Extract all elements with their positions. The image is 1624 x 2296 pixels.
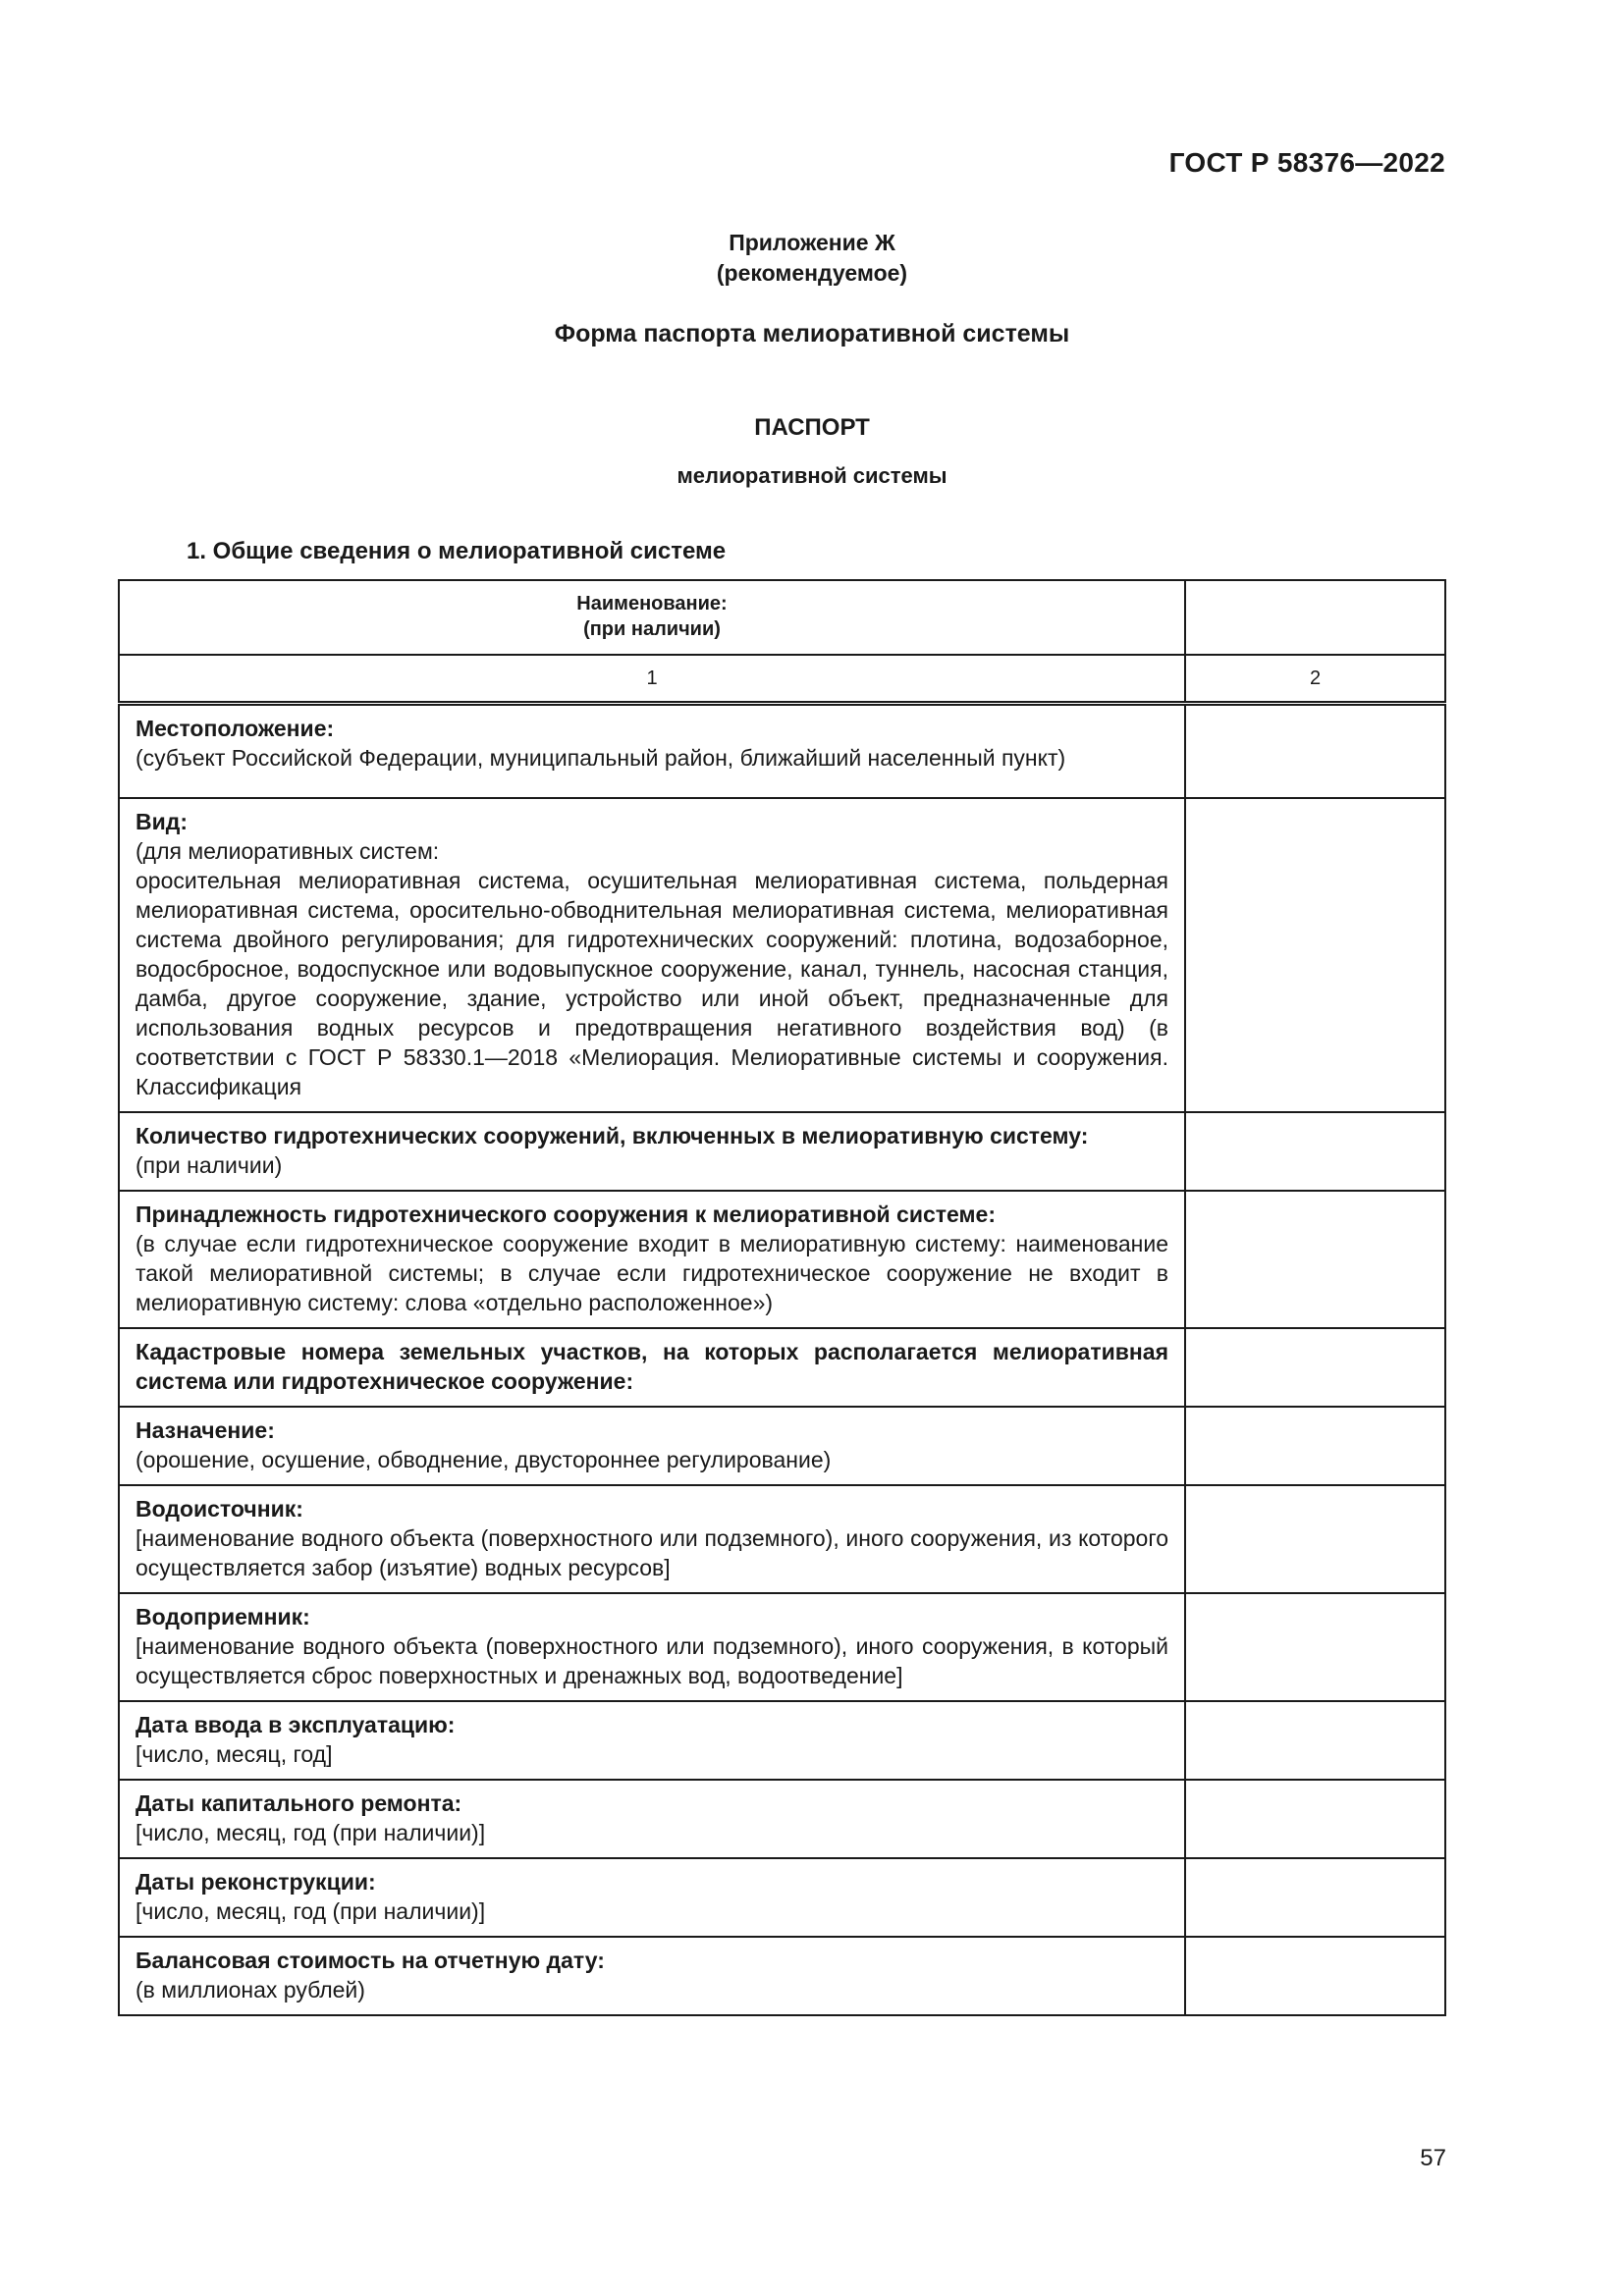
row-note: оросительная мелиоративная система, осушительная мелиоративная система, польдерная мелиоративная система, оросительно-обводнительная мелиоративная система, мелиоративная система двойного регулирования; для гидротехнических сооружений: плотина, водозаборное, водосбросное, водоспускное или водовыпускное сооружение, канал, туннель, насосная станция, дамба, другое сооружение, здание, устройство или иной объект, предназначенные для использования водных ресурсов и предотвращения негативного воздействия вод) (в соответствии с ГОСТ Р 58330.1—2018 «Мелиорация. Мелиоративные системы и сооружения. Классификация — [135, 867, 1168, 1099]
table-header-value-cell[interactable] — [1185, 580, 1445, 655]
row-description-cell — [119, 1780, 1185, 1858]
appendix-heading — [0, 228, 1624, 289]
row-note: (при наличии) — [135, 1151, 283, 1178]
table-row — [119, 1858, 1445, 1937]
column-number-1: 1 — [119, 655, 1185, 704]
passport-table — [118, 579, 1446, 2016]
row-description-cell — [119, 1112, 1185, 1191]
header-line-2: (при наличии) — [583, 618, 721, 640]
row-value-cell[interactable] — [1185, 1780, 1445, 1858]
row-description-cell — [119, 1593, 1185, 1701]
standard-id: ГОСТ Р 58376—2022 — [1168, 147, 1445, 178]
appendix-label: Приложение Ж — [729, 230, 895, 255]
row-value-cell[interactable] — [1185, 1112, 1445, 1191]
section-title: 1. Общие сведения о мелиоративной системе — [187, 538, 727, 564]
row-label: Водоисточник: — [135, 1495, 303, 1522]
row-value-cell[interactable] — [1185, 1593, 1445, 1701]
row-label: Кадастровые номера земельных участков, на которых располагается мелиоративная система или гидротехническое сооружение: — [135, 1338, 1168, 1394]
table-row — [119, 704, 1445, 798]
row-note: [число, месяц, год] — [135, 1740, 333, 1767]
row-note: [наименование водного объекта (поверхностного или подземного), иного сооружения, из которого осуществляется забор (изъятие) водных ресурсов] — [135, 1524, 1168, 1580]
row-value-cell[interactable] — [1185, 1858, 1445, 1937]
row-value-cell[interactable] — [1185, 1407, 1445, 1485]
table-row — [119, 1701, 1445, 1780]
passport-subtitle: мелиоративной системы — [677, 463, 947, 488]
row-note: [наименование водного объекта (поверхностного или подземного), иного сооружения, в который осуществляется сброс поверхностных и дренажных вод, водоотведение] — [135, 1632, 1168, 1688]
table-row — [119, 1485, 1445, 1593]
appendix-type: (рекомендуемое) — [716, 260, 908, 286]
table-row — [119, 1593, 1445, 1701]
row-label: Вид: — [135, 808, 189, 834]
row-note: (орошение, осушение, обводнение, двустороннее регулирование) — [135, 1446, 832, 1472]
table-row — [119, 1780, 1445, 1858]
row-label: Назначение: — [135, 1416, 275, 1443]
row-value-cell[interactable] — [1185, 798, 1445, 1112]
row-value-cell[interactable] — [1185, 1485, 1445, 1593]
row-label: Водоприемник: — [135, 1603, 310, 1629]
page-number: 57 — [1420, 2145, 1446, 2171]
row-note: (в случае если гидротехническое сооружение входит в мелиоративную систему: наименование такой мелиоративной системы; в случае если гидротехническое сооружение не входит в мелиоративную систему: слова «отдельно расположенное») — [135, 1230, 1168, 1315]
table-row — [119, 1937, 1445, 2015]
table-header-row — [119, 580, 1445, 655]
form-title: Форма паспорта мелиоративной системы — [554, 320, 1070, 347]
row-label: Местоположение: — [135, 716, 335, 741]
row-label: Принадлежность гидротехнического сооружения к мелиоративной системе: — [135, 1201, 996, 1227]
row-value-cell[interactable] — [1185, 704, 1445, 798]
passport-title: ПАСПОРТ — [754, 414, 870, 441]
row-description-cell — [119, 704, 1185, 798]
header-line-1: Наименование: — [576, 593, 728, 614]
row-note: (для мелиоративных систем: — [135, 837, 440, 864]
row-description-cell — [119, 1485, 1185, 1593]
row-description-cell — [119, 1328, 1185, 1407]
row-label: Балансовая стоимость на отчетную дату: — [135, 1947, 605, 1973]
table-row — [119, 1407, 1445, 1485]
table-row — [119, 798, 1445, 1112]
row-label: Даты реконструкции: — [135, 1868, 376, 1895]
row-note: (в миллионах рублей) — [135, 1976, 365, 2002]
row-description-cell — [119, 1858, 1185, 1937]
row-description-cell — [119, 798, 1185, 1112]
table-header-cell — [119, 580, 1185, 655]
row-value-cell[interactable] — [1185, 1328, 1445, 1407]
row-description-cell — [119, 1937, 1185, 2015]
row-note: (субъект Российской Федерации, муниципальный район, ближайший населенный пункт) — [135, 745, 1066, 771]
row-value-cell[interactable] — [1185, 1937, 1445, 2015]
row-note: [число, месяц, год (при наличии)] — [135, 1819, 486, 1845]
row-value-cell[interactable] — [1185, 1701, 1445, 1780]
column-number-row — [119, 655, 1445, 704]
row-description-cell — [119, 1701, 1185, 1780]
row-note: [число, месяц, год (при наличии)] — [135, 1897, 486, 1924]
row-label: Дата ввода в эксплуатацию: — [135, 1711, 456, 1737]
column-number-2: 2 — [1185, 655, 1445, 704]
table-row — [119, 1328, 1445, 1407]
table-row — [119, 1112, 1445, 1191]
table-row — [119, 1191, 1445, 1328]
row-value-cell[interactable] — [1185, 1191, 1445, 1328]
row-label: Даты капитального ремонта: — [135, 1789, 462, 1816]
row-description-cell — [119, 1407, 1185, 1485]
row-description-cell — [119, 1191, 1185, 1328]
row-label: Количество гидротехнических сооружений, включенных в мелиоративную систему: — [135, 1122, 1089, 1148]
